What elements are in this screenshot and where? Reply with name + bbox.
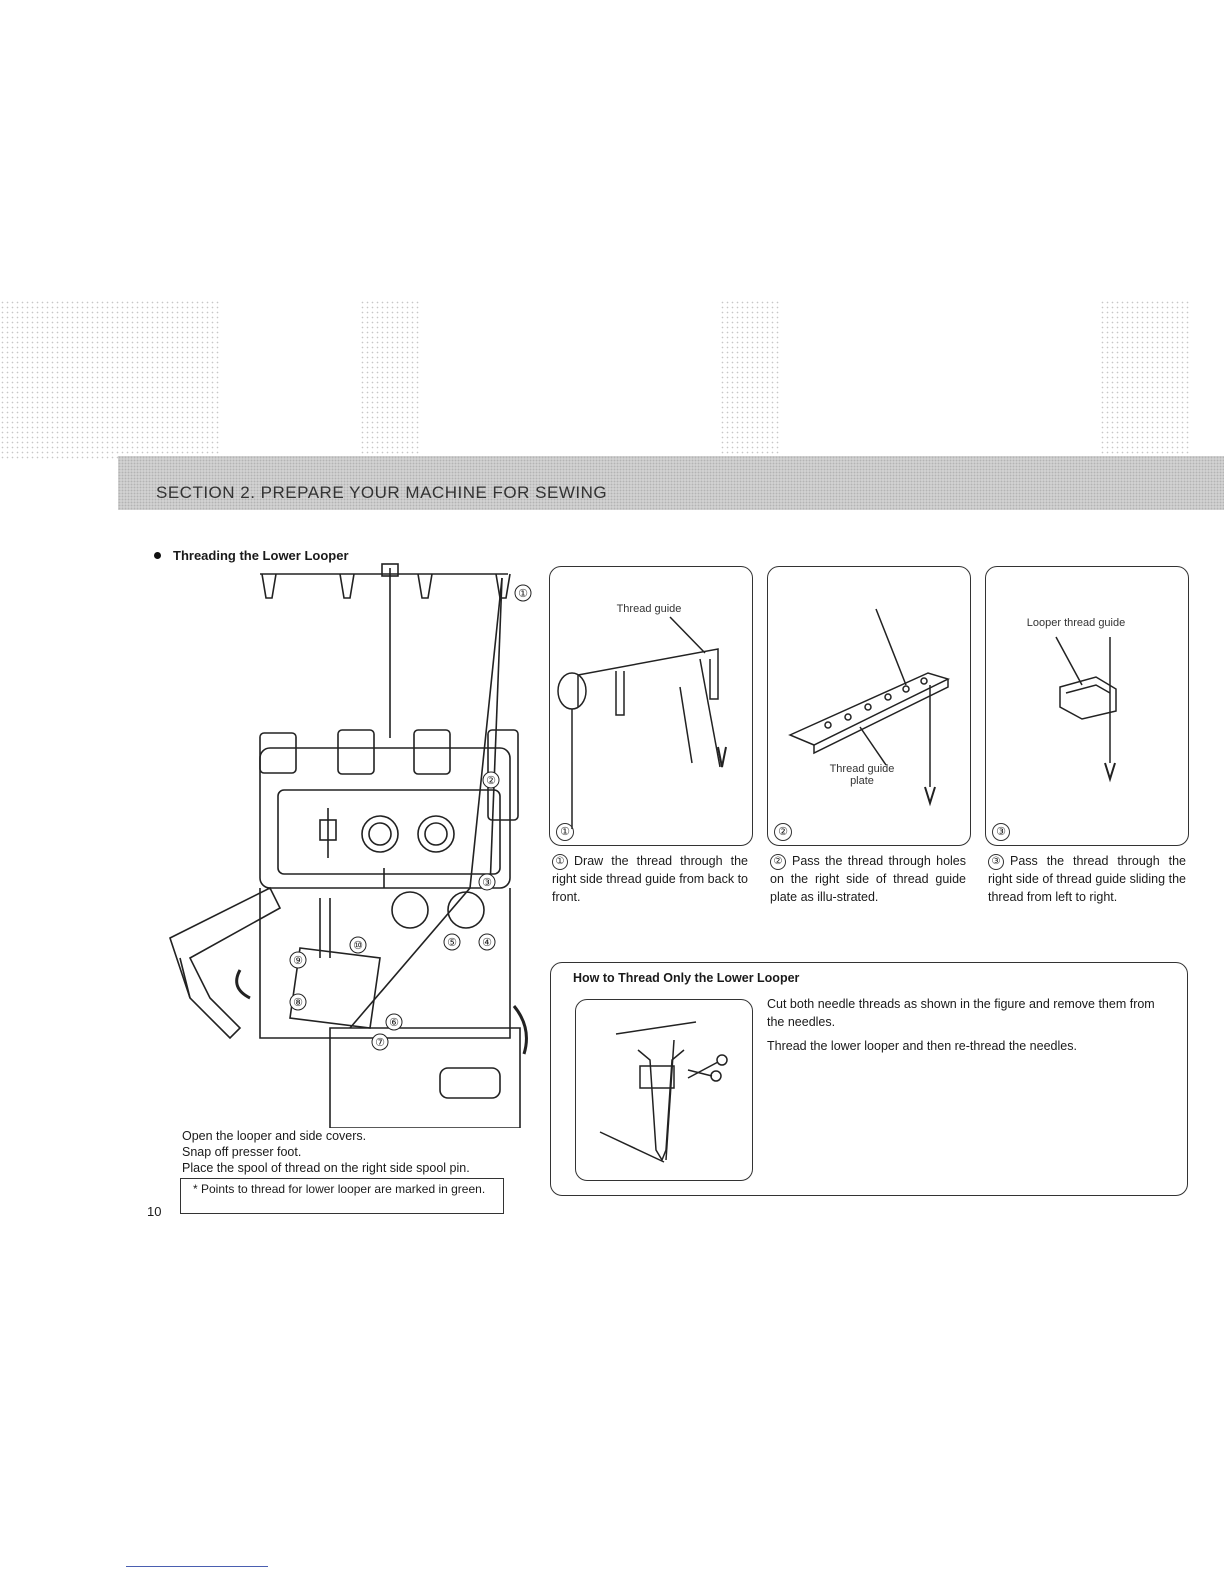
panel-looper-thread-guide — [985, 566, 1189, 846]
step-text-1: Draw the thread through the right side thread guide from back to front. — [552, 854, 748, 904]
step-number-1: ① — [552, 854, 568, 870]
looper-thread-guide-label: Looper thread guide — [1026, 617, 1126, 629]
step-2 — [770, 852, 966, 906]
how-to-paragraph-1: Cut both needle threads as shown in the figure and remove them from the needles. — [767, 997, 1155, 1029]
callout-9: ⑨ — [293, 955, 303, 967]
scan-noise — [1100, 300, 1190, 460]
page-number: 10 — [147, 1204, 162, 1219]
panel-thread-guide — [549, 566, 753, 846]
callout-6: ⑥ — [389, 1017, 399, 1029]
note-line: Snap off presser foot. — [182, 1145, 302, 1159]
setup-notes — [182, 1128, 470, 1176]
callout-4: ④ — [482, 937, 492, 949]
panel-thread-guide-plate — [767, 566, 971, 846]
section-banner — [118, 456, 1224, 510]
note-line: Place the spool of thread on the right side spool pin. — [182, 1161, 470, 1175]
callout-8: ⑧ — [293, 997, 303, 1009]
callout-5: ⑤ — [447, 937, 457, 949]
looper-thread-guide-illustration — [986, 567, 1188, 845]
callout-1: ① — [518, 588, 528, 600]
step-text-2: Pass the thread through holes on the right side of thread guide plate as illu-strated. — [770, 854, 966, 904]
note-line: Open the looper and side covers. — [182, 1129, 367, 1143]
step-3 — [988, 852, 1186, 906]
how-to-box — [550, 962, 1188, 1196]
scan-noise — [720, 300, 780, 460]
step-text-3: Pass the thread through the right side of thread guide sliding the thread from left to right. — [988, 854, 1186, 904]
thread-guide-label: Thread guide — [616, 603, 682, 615]
green-thread-note: * Points to thread for lower looper are marked in green. — [180, 1178, 504, 1214]
section-title: SECTION 2. PREPARE YOUR MACHINE FOR SEWING — [156, 483, 608, 502]
callout-7: ⑦ — [375, 1037, 385, 1049]
panel-number-1: ① — [556, 823, 574, 841]
panel-number-2: ② — [774, 823, 792, 841]
step-1 — [552, 852, 748, 906]
callout-2: ② — [486, 775, 496, 787]
thread-guide-plate-label: Thread guide plate — [829, 763, 895, 787]
scan-noise — [360, 300, 420, 460]
callout-10: ⑩ — [353, 940, 363, 952]
step-number-3: ③ — [988, 854, 1004, 870]
heading-text: Threading the Lower Looper — [173, 548, 349, 563]
scissors-cut-illustration — [576, 1000, 752, 1180]
step-number-2: ② — [770, 854, 786, 870]
thread-guide-plate-illustration — [768, 567, 970, 845]
scan-edge-line — [126, 1566, 268, 1567]
scan-noise — [0, 300, 220, 460]
callout-3: ③ — [482, 877, 492, 889]
cut-needle-threads-panel — [575, 999, 753, 1181]
panel-number-3: ③ — [992, 823, 1010, 841]
serger-machine-figure — [150, 558, 550, 1128]
how-to-paragraph-2: Thread the lower looper and then re-thread the needles. — [767, 1039, 1077, 1053]
how-to-title: How to Thread Only the Lower Looper — [573, 971, 800, 985]
